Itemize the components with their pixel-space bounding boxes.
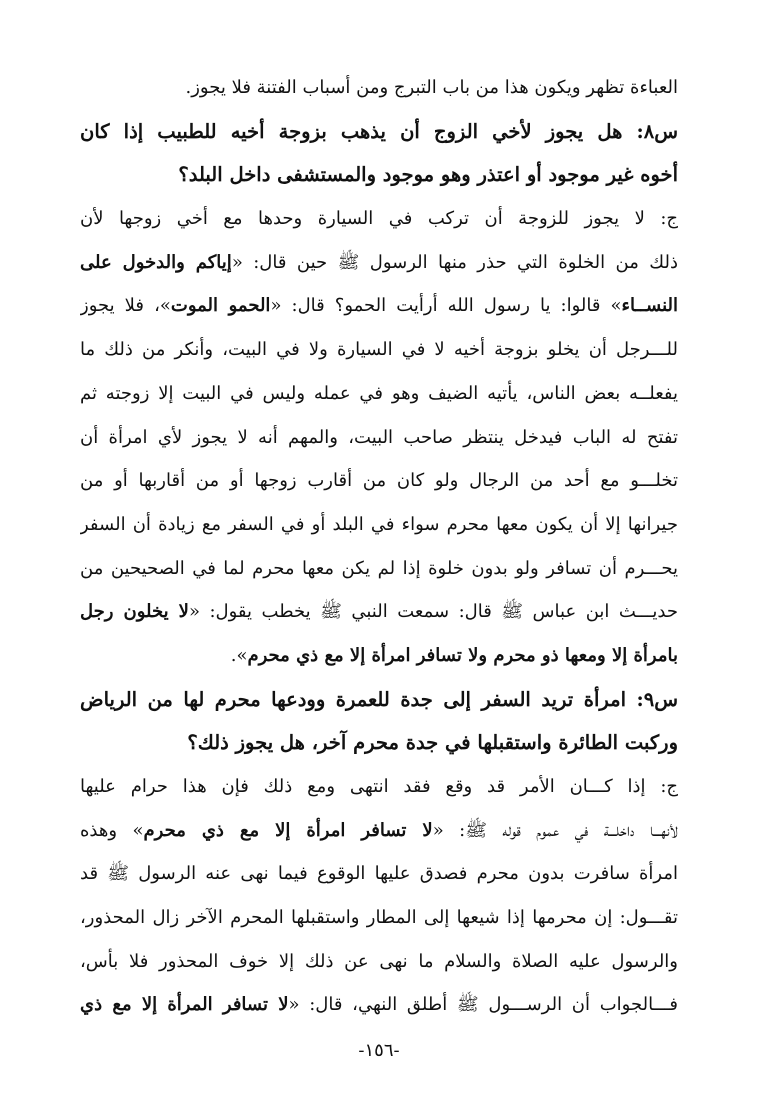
text-line [80, 459, 678, 503]
line-text: أخوه غير موجود أو اعتذر وهو موجود والمستشفى داخل البلد؟ [178, 163, 678, 187]
emphasis-text: النســاء [621, 295, 678, 317]
line-text: س٩: امرأة تريد السفر إلى جدة للعمرة وودعها محرم لها من الرياض [80, 687, 678, 711]
line-text: امرأة سافرت بدون محرم فصدق عليها الوقوع فيما نهى عنه الرسول ﷺ قد [80, 863, 678, 885]
line-text: وركبت الطائرة واستقبلها في جدة محرم آخر، هل يجوز ذلك؟ [187, 731, 678, 755]
text-line [80, 372, 678, 416]
line-text: والرسول عليه الصلاة والسلام ما نهى عن ذلك إلا خوف المحذور فلا بأس، [80, 950, 678, 972]
line-text: تخلـــو مع أحد من الرجال ولو كان من أقارب زوجها أو من أقاربها أو من [80, 470, 678, 492]
emphasis-text: الحمو الموت [170, 295, 271, 317]
text-line [80, 197, 678, 241]
line-text: ج: إذا كـــان الأمر قد وقع فقد انتهى ومع ذلك فإن هذا حرام عليها [80, 776, 678, 797]
line-text: س٨: هل يجوز لأخي الزوج أن يذهب بزوجة أخيه للطبيب إذا كان [80, 119, 678, 143]
text-line [80, 284, 678, 328]
line-text: تقـــول: إن محرمها إذا شيعها إلى المطار واستقبلها المحرم الآخر زال المحذور، [80, 907, 678, 929]
text-line [80, 896, 678, 940]
line-text: يحـــرم أن تسافر ولو بدون خلوة إذا لم يكن معها محرم لما في الصحيحين من [80, 557, 678, 579]
page-number: -١٥٦- [358, 1040, 400, 1061]
line-text: ». [230, 644, 248, 666]
line-text: لأنهـــا داخلـــة في عموم قوله ﷺ: « [432, 819, 678, 841]
text-line [80, 503, 678, 547]
emphasis-text: إياكم والدخول على [80, 251, 232, 273]
text-line [80, 590, 678, 634]
text-line [80, 416, 678, 460]
line-text: جيرانها إلا أن يكون معها محرم سواء في البلد أو في السفر مع زيادة أن السفر [80, 513, 678, 535]
question-line [80, 153, 678, 197]
question-line [80, 678, 678, 722]
line-text: للـــرجل أن يخلو بزوجة أخيه لا في السيارة ولا في البيت، وأنكر من ذلك ما [80, 339, 678, 361]
page-body [80, 66, 678, 1027]
question-line [80, 110, 678, 154]
text-line [80, 852, 678, 896]
emphasis-text: لا تسافر المرأة إلا مع ذي [80, 994, 289, 1016]
text-line [80, 547, 678, 591]
line-text: »، فلا يجوز [80, 295, 171, 317]
line-text: ج: لا يجوز للزوجة أن تركب في السيارة وحدها مع أخي زوجها لأن [80, 208, 678, 230]
text-line [80, 66, 678, 110]
line-text: تفتح له الباب فيدخل ينتظر صاحب البيت، والمهم أنه لا يجوز لأي امرأة أن [80, 426, 678, 448]
text-line [80, 765, 678, 809]
emphasis-text: لا يخلون رجل [80, 601, 189, 623]
question-line [80, 721, 678, 765]
text-line [80, 983, 678, 1027]
emphasis-text: لا تسافر امرأة إلا مع ذي محرم [143, 819, 433, 841]
line-text: حديـــث ابن عباس ﷺ قال: سمعت النبي ﷺ يخطب يقول: « [188, 601, 678, 623]
text-line [80, 328, 678, 372]
line-text: يفعلــه بعض الناس، يأتيه الضيف وهو في عمله وليس في البيت إلا زوجته ثم [80, 382, 678, 404]
text-line [80, 809, 678, 853]
line-text: » وهذه [80, 819, 144, 841]
line-text: ذلك من الخلوة التي حذر منها الرسول ﷺ حين قال: « [231, 251, 678, 273]
line-text: العباءة تظهر ويكون هذا من باب التبرج ومن أسباب الفتنة فلا يجوز. [185, 77, 678, 98]
line-text: فـــالجواب أن الرســـول ﷺ أطلق النهي، قال: « [288, 994, 678, 1016]
emphasis-text: بامرأة إلا ومعها ذو محرم ولا تسافر امرأة إلا مع ذي محرم [247, 644, 678, 666]
text-line [80, 634, 678, 678]
line-text: » قالوا: يا رسول الله أرأيت الحمو؟ قال: « [270, 295, 622, 317]
text-line [80, 241, 678, 285]
text-line [80, 940, 678, 984]
